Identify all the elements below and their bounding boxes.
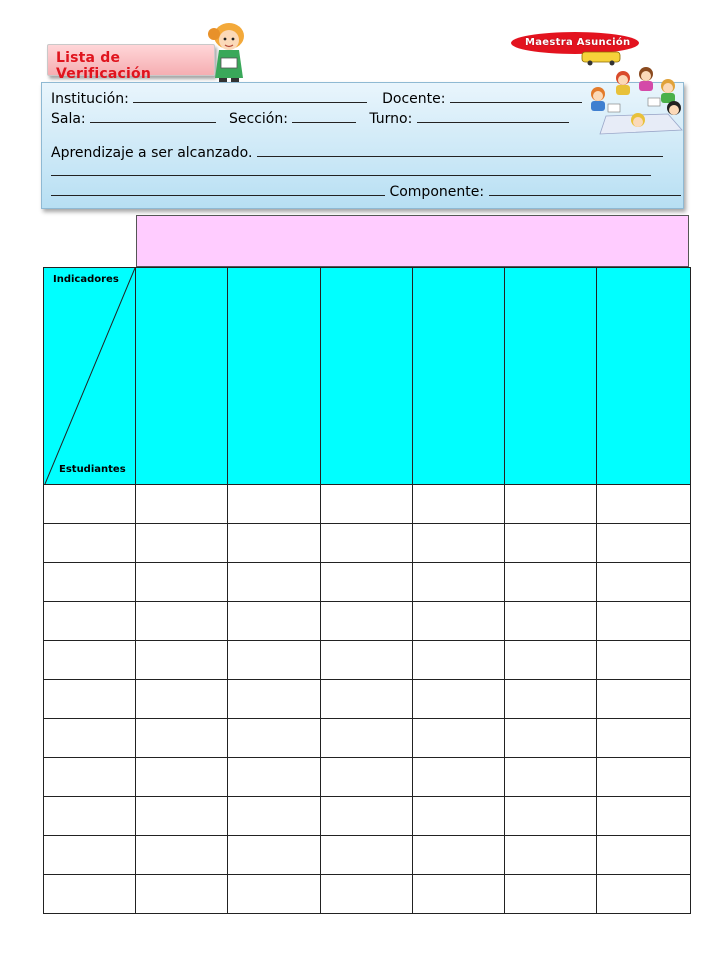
info-row-5 <box>51 183 681 200</box>
check-cell[interactable] <box>321 563 413 602</box>
student-name-cell[interactable] <box>44 524 136 563</box>
student-name-cell[interactable] <box>44 875 136 914</box>
check-cell[interactable] <box>413 719 505 758</box>
student-name-cell[interactable] <box>44 797 136 836</box>
check-cell[interactable] <box>597 680 691 719</box>
student-name-cell[interactable] <box>44 719 136 758</box>
corner-diagonal-line <box>44 268 136 484</box>
check-cell[interactable] <box>228 524 321 563</box>
check-cell[interactable] <box>597 485 691 524</box>
check-cell[interactable] <box>228 641 321 680</box>
check-cell[interactable] <box>597 758 691 797</box>
indicator-cell[interactable] <box>505 268 597 485</box>
check-cell[interactable] <box>228 602 321 641</box>
info-row-1 <box>51 90 582 107</box>
student-row <box>44 719 691 758</box>
check-cell[interactable] <box>136 797 228 836</box>
check-cell[interactable] <box>413 524 505 563</box>
maestra-asuncion-logo <box>510 30 645 66</box>
title-tab <box>47 44 215 82</box>
check-cell[interactable] <box>228 758 321 797</box>
check-cell[interactable] <box>413 680 505 719</box>
check-cell[interactable] <box>505 563 597 602</box>
indicator-cell[interactable] <box>136 268 228 485</box>
check-cell[interactable] <box>228 719 321 758</box>
check-cell[interactable] <box>321 719 413 758</box>
student-name-cell[interactable] <box>44 641 136 680</box>
student-name-cell[interactable] <box>44 602 136 641</box>
check-cell[interactable] <box>597 602 691 641</box>
student-row <box>44 875 691 914</box>
check-cell[interactable] <box>321 602 413 641</box>
check-cell[interactable] <box>228 485 321 524</box>
logo-text: Maestra Asunción <box>525 37 631 48</box>
info-row-3 <box>51 144 663 161</box>
student-row <box>44 563 691 602</box>
indicator-cell[interactable] <box>413 268 505 485</box>
student-name-cell[interactable] <box>44 680 136 719</box>
corner-cell <box>44 268 136 485</box>
check-cell[interactable] <box>597 836 691 875</box>
check-cell[interactable] <box>136 641 228 680</box>
student-name-cell[interactable] <box>44 485 136 524</box>
check-cell[interactable] <box>413 797 505 836</box>
docente-label: Docente: <box>382 91 446 107</box>
check-cell[interactable] <box>505 797 597 836</box>
aprendizaje-blank-2[interactable] <box>51 163 651 176</box>
check-cell[interactable] <box>136 719 228 758</box>
check-cell[interactable] <box>505 719 597 758</box>
student-row <box>44 797 691 836</box>
kids-reading-illustration <box>578 64 686 136</box>
check-cell[interactable] <box>321 797 413 836</box>
check-cell[interactable] <box>413 602 505 641</box>
check-cell[interactable] <box>321 524 413 563</box>
turno-blank[interactable] <box>417 110 569 123</box>
check-cell[interactable] <box>228 836 321 875</box>
info-row-4 <box>51 163 651 180</box>
check-cell[interactable] <box>228 875 321 914</box>
student-row <box>44 680 691 719</box>
indicators-header-row <box>44 268 691 485</box>
indicadores-label: Indicadores <box>53 274 119 285</box>
check-cell[interactable] <box>228 680 321 719</box>
check-cell[interactable] <box>136 524 228 563</box>
student-row <box>44 524 691 563</box>
componente-label: Componente: <box>389 184 485 200</box>
seccion-blank[interactable] <box>292 110 356 123</box>
component-header-cell[interactable] <box>136 215 689 267</box>
student-row <box>44 641 691 680</box>
student-name-cell[interactable] <box>44 836 136 875</box>
indicator-cell[interactable] <box>597 268 691 485</box>
check-cell[interactable] <box>136 563 228 602</box>
check-cell[interactable] <box>136 680 228 719</box>
indicator-cell[interactable] <box>321 268 413 485</box>
check-cell[interactable] <box>505 641 597 680</box>
student-row <box>44 758 691 797</box>
componente-blank[interactable] <box>489 183 681 196</box>
check-cell[interactable] <box>597 797 691 836</box>
check-cell[interactable] <box>136 758 228 797</box>
check-cell[interactable] <box>136 602 228 641</box>
check-cell[interactable] <box>505 836 597 875</box>
check-cell[interactable] <box>136 875 228 914</box>
institucion-label: Institución: <box>51 91 129 107</box>
check-cell[interactable] <box>505 524 597 563</box>
student-name-cell[interactable] <box>44 758 136 797</box>
aprendizaje-blank-3[interactable] <box>51 183 385 196</box>
turno-label: Turno: <box>369 111 413 127</box>
sala-label: Sala: <box>51 111 86 127</box>
check-cell[interactable] <box>597 524 691 563</box>
indicator-cell[interactable] <box>228 268 321 485</box>
check-cell[interactable] <box>136 485 228 524</box>
estudiantes-label: Estudiantes <box>59 464 126 475</box>
check-cell[interactable] <box>413 563 505 602</box>
check-cell[interactable] <box>228 563 321 602</box>
check-cell[interactable] <box>321 758 413 797</box>
check-cell[interactable] <box>597 719 691 758</box>
aprendizaje-label: Aprendizaje a ser alcanzado. <box>51 145 253 161</box>
info-row-2 <box>51 110 569 127</box>
student-row <box>44 485 691 524</box>
page-title: Lista de Verificación <box>56 50 151 82</box>
student-row <box>44 602 691 641</box>
student-row <box>44 836 691 875</box>
check-cell[interactable] <box>413 875 505 914</box>
check-cell[interactable] <box>505 680 597 719</box>
check-cell[interactable] <box>321 485 413 524</box>
check-cell[interactable] <box>505 758 597 797</box>
check-cell[interactable] <box>505 485 597 524</box>
check-cell[interactable] <box>597 641 691 680</box>
check-cell[interactable] <box>505 875 597 914</box>
sala-blank[interactable] <box>90 110 216 123</box>
aprendizaje-blank[interactable] <box>257 144 663 157</box>
check-cell[interactable] <box>505 602 597 641</box>
institucion-blank[interactable] <box>133 90 367 103</box>
check-cell[interactable] <box>321 641 413 680</box>
docente-blank[interactable] <box>450 90 582 103</box>
check-cell[interactable] <box>413 485 505 524</box>
verification-table <box>43 267 691 914</box>
check-cell[interactable] <box>136 836 228 875</box>
girl-reading-illustration <box>205 20 253 84</box>
check-cell[interactable] <box>597 875 691 914</box>
check-cell[interactable] <box>321 875 413 914</box>
check-cell[interactable] <box>321 680 413 719</box>
seccion-label: Sección: <box>229 111 288 127</box>
check-cell[interactable] <box>413 836 505 875</box>
check-cell[interactable] <box>413 758 505 797</box>
check-cell[interactable] <box>597 563 691 602</box>
student-rows <box>44 485 691 914</box>
check-cell[interactable] <box>413 641 505 680</box>
check-cell[interactable] <box>228 797 321 836</box>
student-name-cell[interactable] <box>44 563 136 602</box>
check-cell[interactable] <box>321 836 413 875</box>
